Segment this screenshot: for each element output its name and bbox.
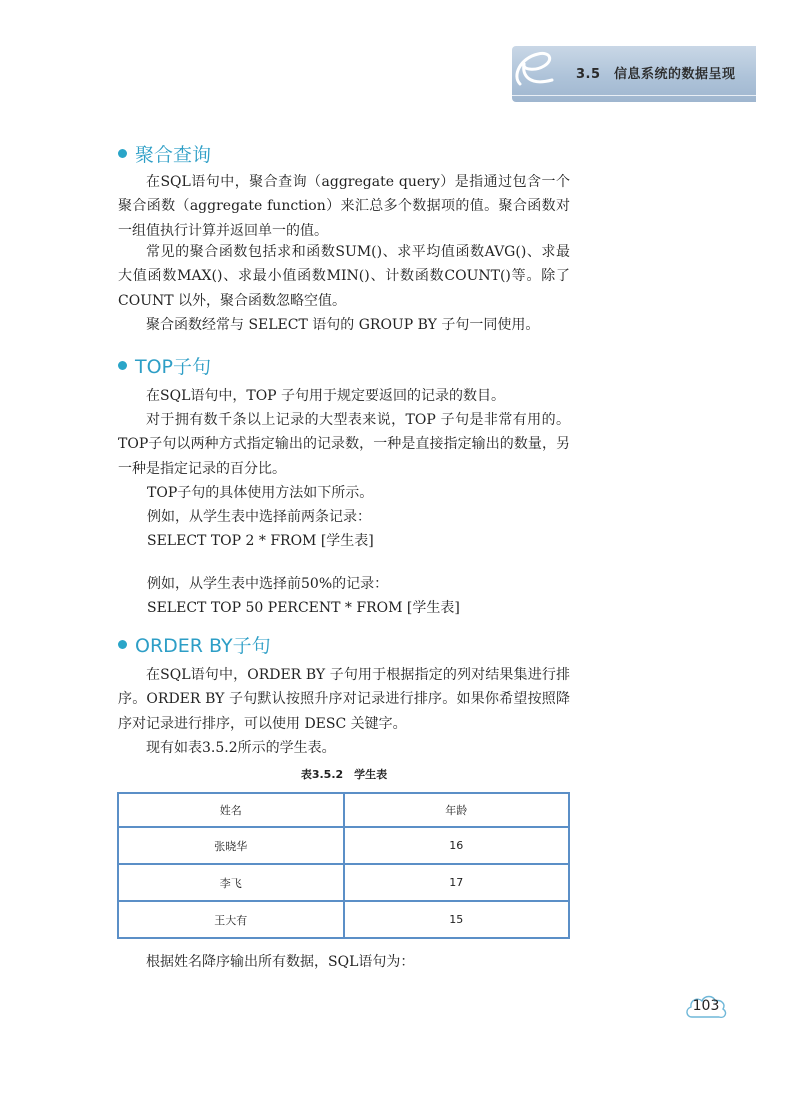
- paragraph: 例如，从学生表中选择前50%的记录：: [147, 576, 389, 592]
- cell-name: 张晓华: [118, 827, 344, 864]
- table-row: [118, 901, 569, 938]
- cell-name: 李飞: [118, 864, 344, 901]
- paragraph: 常见的聚合函数包括求和函数SUM()、求平均值函数AVG()、求最大值函数MAX()、求最小值函数MIN()、计数函数COUNT()等。除了COUNT 以外，聚合函数忽略空值。: [118, 244, 570, 309]
- section-heading-aggregate: [118, 140, 211, 170]
- table-header-row: [118, 793, 569, 827]
- paragraph: 例如，从学生表中选择前两条记录：: [147, 509, 371, 525]
- paragraph: 根据姓名降序输出所有数据，SQL语句为：: [146, 954, 415, 970]
- section-heading-top: [118, 352, 211, 382]
- section-heading-text: ORDER BY子句: [135, 635, 271, 657]
- cell-age: 15: [344, 901, 570, 938]
- bullet-icon: [118, 640, 127, 649]
- column-header-name: 姓名: [118, 793, 344, 827]
- paragraph: 对于拥有数千条以上记录的大型表来说，TOP 子句是非常有用的。TOP子句以两种方式指定输出的记录数，一种是直接指定输出的数量，另一种是指定记录的百分比。: [118, 412, 570, 477]
- paragraph: TOP子句的具体使用方法如下所示。: [147, 485, 374, 501]
- paragraph: 现有如表3.5.2所示的学生表。: [146, 740, 336, 756]
- section-heading-text: TOP子句: [135, 356, 212, 378]
- header-title: 3.5 信息系统的数据呈现: [576, 67, 736, 82]
- paragraph: 聚合函数经常与 SELECT 语句的 GROUP BY 子句一同使用。: [146, 317, 540, 333]
- bullet-icon: [118, 149, 127, 158]
- section-heading-text: 聚合查询: [135, 144, 212, 166]
- e-logo-icon: [508, 40, 564, 100]
- table-row: [118, 864, 569, 901]
- cell-age: 16: [344, 827, 570, 864]
- section-heading-order-by: [118, 631, 271, 661]
- column-header-age: 年龄: [344, 793, 570, 827]
- student-table: [117, 792, 570, 939]
- paragraph: 在SQL语句中，TOP 子句用于规定要返回的记录的数目。: [146, 388, 506, 404]
- paragraph: 在SQL语句中，ORDER BY 子句用于根据指定的列对结果集进行排序。ORDER BY 子句默认按照升序对记录进行排序。如果你希望按照降序对记录进行排序，可以使用 DESC 关键字。: [118, 667, 570, 732]
- cell-age: 17: [344, 864, 570, 901]
- cell-name: 王大有: [118, 901, 344, 938]
- code-line: SELECT TOP 50 PERCENT * FROM [学生表]: [147, 600, 460, 616]
- bullet-icon: [118, 361, 127, 370]
- page-number: 103: [692, 998, 720, 1014]
- code-line: SELECT TOP 2 * FROM [学生表]: [147, 533, 374, 549]
- table-caption: 表3.5.2 学生表: [300, 768, 388, 781]
- table-row: [118, 827, 569, 864]
- paragraph: 在SQL语句中，聚合查询（aggregate query）是指通过包含一个聚合函数（aggregate function）来汇总多个数据项的值。聚合函数对一组值执行计算并返回单一的值。: [118, 174, 570, 239]
